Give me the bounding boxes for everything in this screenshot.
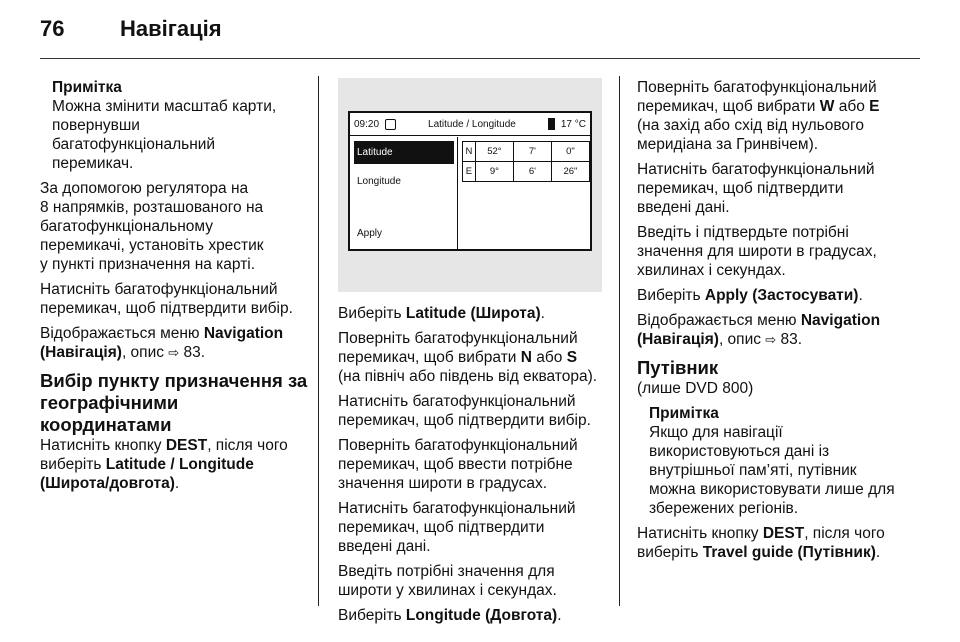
degrees-cell[interactable]: 52° (475, 142, 513, 162)
text-line: перемикач, щоб підтвердити (338, 519, 545, 536)
paragraph-menu-shown (637, 311, 925, 349)
section-subheading: (лише DVD 800) (637, 380, 754, 397)
minutes-cell[interactable]: 7' (513, 142, 551, 162)
menu-item-latitude[interactable]: Latitude (354, 141, 454, 164)
paragraph-confirm-data (338, 499, 614, 556)
degrees-cell[interactable]: 9° (475, 162, 513, 182)
apply-button[interactable]: Apply (357, 228, 383, 239)
text-line: Введіть потрібні значення для (338, 563, 555, 580)
table-row (463, 142, 590, 162)
direction-cell[interactable]: E (463, 162, 476, 182)
text-run: , після чого (207, 437, 288, 454)
text-line: Натисніть багатофункціональний (338, 393, 576, 410)
thermometer-icon (548, 118, 555, 130)
text-line: перемикач, щоб підтвердити вибір. (40, 300, 293, 317)
direction-cell[interactable]: N (463, 142, 476, 162)
note-title: Примітка (52, 79, 122, 96)
button-name: DEST (762, 525, 805, 542)
menu-item-longitude[interactable]: Longitude (357, 176, 401, 187)
paragraph-select-apply (637, 286, 925, 305)
text-line: хвилинах і секундах. (637, 262, 786, 279)
text-line: перемикач, щоб підтвердити (637, 180, 844, 197)
note-line: збережених регіонів. (649, 500, 799, 517)
menu-name: Apply (Застосувати) (704, 287, 859, 304)
paragraph-select-latitude (338, 304, 614, 323)
note-line: перемикач. (52, 155, 134, 172)
clock: 09:20 (354, 118, 380, 130)
text-run: . (557, 607, 562, 624)
paragraph-n-or-s (338, 329, 614, 386)
note-line: повернувши (52, 117, 140, 134)
coordinate-menu (354, 141, 454, 245)
text-line: Поверніть багатофункціональний (637, 79, 877, 96)
option-s: S (566, 349, 578, 366)
text-run: або (531, 349, 567, 366)
text-run: Натисніть кнопку (637, 525, 763, 542)
paragraph-select-longitude (338, 606, 614, 625)
menu-name: Latitude (Широта) (405, 305, 541, 322)
note-line: внутрішньої пам’яті, путівник (649, 462, 857, 479)
note-box (637, 404, 925, 518)
note-line: багатофункціональний (52, 136, 216, 153)
text-run: . (540, 305, 545, 322)
text-line: Натисніть багатофункціональний (338, 500, 576, 517)
paragraph-minutes-seconds (338, 562, 614, 600)
section-heading: Путівник (637, 357, 719, 378)
text-run: або (834, 98, 870, 115)
option-n: N (520, 349, 532, 366)
button-name: DEST (165, 437, 208, 454)
page-ref: 83. (776, 331, 803, 348)
text-run: , після чого (804, 525, 885, 542)
text-run: Виберіть (637, 287, 705, 304)
text-line: у пункті призначення на карті. (40, 256, 256, 273)
column-1 (40, 78, 312, 499)
section-heading (40, 370, 312, 436)
paragraph-confirm (338, 392, 614, 430)
seconds-cell[interactable]: 26" (551, 162, 589, 182)
device-display (348, 111, 592, 251)
display-title: Latitude / Longitude (428, 118, 516, 130)
menu-name: Navigation (800, 312, 881, 329)
text-line: введені дані. (338, 538, 431, 555)
note-line: використовуються дані із (649, 443, 830, 460)
paragraph-enter-degrees (338, 436, 614, 493)
text-run: Відображається меню (637, 312, 801, 329)
paragraph-menu-shown (40, 324, 312, 362)
page-ref: 83. (179, 344, 206, 361)
note-line: Якщо для навігації (649, 424, 783, 441)
paragraph-dest (40, 436, 312, 493)
note-box (40, 78, 312, 173)
text-run: перемикач, щоб вибрати (637, 98, 820, 115)
text-line: значення для широти в градусах, (637, 243, 877, 260)
text-line: перемикачі, установіть хрестик (40, 237, 264, 254)
text-line: За допомогою регулятора на (40, 180, 249, 197)
page-header (40, 16, 222, 50)
minutes-cell[interactable]: 6' (513, 162, 551, 182)
page-ref-arrow-icon: ⇨ (168, 345, 180, 360)
text-line: меридіана за Гринвічем). (637, 136, 819, 153)
text-run: . (174, 475, 180, 492)
temperature: 17 °C (560, 118, 586, 130)
text-line: значення широти в градусах. (338, 475, 548, 492)
column-2 (338, 78, 614, 631)
paragraph-travel-guide (637, 524, 925, 562)
menu-name: (Широта/довгота) (40, 475, 175, 492)
text-run: Виберіть (338, 607, 406, 624)
display-divider (457, 137, 458, 249)
heading-line: географічними координатами (40, 392, 179, 435)
text-run: Натисніть кнопку (40, 437, 166, 454)
column-divider-1 (318, 76, 319, 606)
text-run: виберіть (40, 456, 106, 473)
menu-name: (Навігація) (637, 331, 719, 348)
text-run: Відображається меню (40, 325, 204, 342)
seconds-cell[interactable]: 0" (551, 142, 589, 162)
text-line: (на захід або схід від нульового (637, 117, 864, 134)
table-row (463, 162, 590, 182)
option-e: E (869, 98, 880, 115)
note-line: Можна змінити масштаб карти, (52, 98, 277, 115)
menu-name: (Навігація) (40, 344, 122, 361)
option-w: W (819, 98, 835, 115)
page-ref-arrow-icon: ⇨ (765, 332, 777, 347)
text-line: Поверніть багатофункціональний (338, 437, 578, 454)
text-line: Введіть і підтвердьте потрібні (637, 224, 849, 241)
paragraph-confirm (40, 280, 312, 318)
paragraph-enter-confirm (637, 223, 925, 280)
menu-name: Travel guide (Путівник) (702, 544, 876, 561)
paragraph-w-or-e (637, 78, 925, 154)
column-3 (637, 78, 925, 568)
text-line: (на північ або південь від екватора). (338, 368, 598, 385)
page-number: 76 (40, 16, 65, 41)
note-title: Примітка (649, 405, 719, 422)
text-run: , опис (121, 344, 169, 361)
device-screenshot (338, 78, 602, 292)
menu-name: Latitude / Longitude (105, 456, 254, 473)
text-line: Натисніть багатофункціональний (637, 161, 875, 178)
text-line: перемикач, щоб ввести потрібне (338, 456, 573, 473)
text-run: . (875, 544, 881, 561)
paragraph-confirm-data (637, 160, 925, 217)
heading-line: Вибір пункту призначення за (40, 370, 308, 391)
text-line: Натисніть багатофункціональний (40, 281, 278, 298)
note-line: можна використовувати лише для (649, 481, 895, 498)
display-status-bar (350, 113, 590, 136)
check-box-icon (385, 119, 396, 130)
text-run: . (858, 287, 863, 304)
text-line: багатофункціональному (40, 218, 213, 235)
text-run: Виберіть (338, 305, 406, 322)
text-run: виберіть (637, 544, 703, 561)
text-run: , опис (718, 331, 766, 348)
page-title: Навігація (120, 16, 222, 41)
menu-name: Longitude (Довгота) (405, 607, 558, 624)
menu-name: Navigation (203, 325, 284, 342)
text-run: перемикач, щоб вибрати (338, 349, 521, 366)
text-line: введені дані. (637, 199, 730, 216)
coordinate-table (462, 141, 590, 182)
text-line: 8 напрямків, розташованого на (40, 199, 264, 216)
text-line: перемикач, щоб підтвердити вибір. (338, 412, 591, 429)
column-divider-2 (619, 76, 620, 606)
header-rule (40, 58, 920, 59)
paragraph-crosshair (40, 179, 312, 274)
text-line: широти у хвилинах і секундах. (338, 582, 557, 599)
text-line: Поверніть багатофункціональний (338, 330, 578, 347)
